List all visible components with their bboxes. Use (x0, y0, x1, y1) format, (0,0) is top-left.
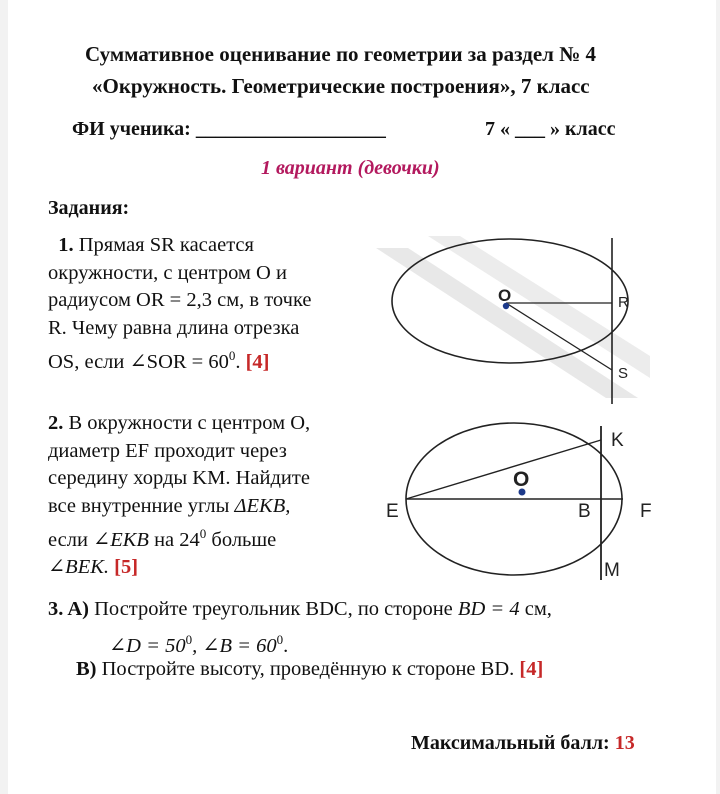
task-2-figure (386, 420, 658, 592)
label-o: O (498, 286, 512, 305)
student-name-blank: ___________________ (195, 118, 386, 140)
task-2-number: 2. (48, 412, 64, 434)
task-3-part-a-line-2: ∠D = $50^0$, ∠B = $60^0$. (109, 632, 289, 657)
worksheet-page (8, 0, 716, 794)
class-blank: ___ (515, 118, 545, 140)
label-r: R (618, 294, 629, 311)
task-1-text (48, 232, 312, 376)
variant-label: 1 вариант (девочки) (261, 157, 440, 179)
task-1-line-4: R. Чему равна длина отрезка (48, 316, 300, 339)
task-2-line-6: ∠BEK. [5] (48, 556, 139, 579)
task-2-points: [5] (114, 556, 139, 579)
class-prefix: 7 « (485, 118, 510, 140)
label-s: S (618, 365, 629, 382)
task-1-line-3: радиусом OR = 2,3 см, в точке (48, 289, 312, 311)
label-o: O (513, 468, 530, 491)
task-3-part-a-line-1: 3. A) Постройте треугольник BDC, по стороне BD = 4 см, (48, 598, 552, 620)
task-1-line-5: OS, если ∠SOR = $60^0$. [4] (48, 348, 270, 373)
max-score-value: 13 (614, 732, 635, 754)
student-name-field (72, 118, 386, 141)
label-k: K (611, 430, 624, 451)
label-f: F (640, 501, 652, 522)
label-m: M (604, 560, 620, 581)
class-field (485, 118, 616, 141)
tasks-heading: Задания: (48, 197, 130, 219)
task-2-text (48, 410, 310, 582)
task-1-line-2: окружности, с центром O и (48, 261, 287, 284)
task-1-line-1: 1. Прямая SR касается (58, 234, 254, 256)
task-3-part-b-label: B) (76, 658, 97, 680)
student-name-label: ФИ ученика: (72, 118, 191, 140)
task-3-points: [4] (519, 658, 544, 680)
task-2-line-3: середину хорды KM. Найдите (48, 467, 310, 489)
task-2-line-1: 2. В окружности с центром O, (48, 412, 311, 434)
task-1-number: 1. (58, 234, 74, 256)
task-3-number: 3. A) (48, 598, 89, 620)
title-line-1: Суммативное оценивание по геометрии за раздел № 4 (85, 42, 597, 66)
class-suffix: » класс (550, 118, 616, 140)
task-2-line-4: все внутренние углы ΔEKB, (48, 494, 291, 517)
title-line-2: «Окружность. Геометрические построения», 7 класс (92, 74, 590, 98)
task-1-figure (368, 228, 658, 406)
label-b: B (578, 501, 591, 522)
task-2-line-2: диаметр EF проходит через (48, 439, 287, 462)
label-e: E (386, 501, 399, 522)
task-2-line-5: если ∠EKB на $24^0$ больше (48, 526, 277, 551)
max-score (411, 732, 635, 755)
max-score-label: Максимальный балл: (411, 732, 610, 754)
task-1-points: [4] (245, 350, 270, 373)
segment-ek (406, 440, 601, 499)
task-3-part-b: B) Постройте высоту, проведённую к стороне BD. [4] (76, 658, 544, 680)
